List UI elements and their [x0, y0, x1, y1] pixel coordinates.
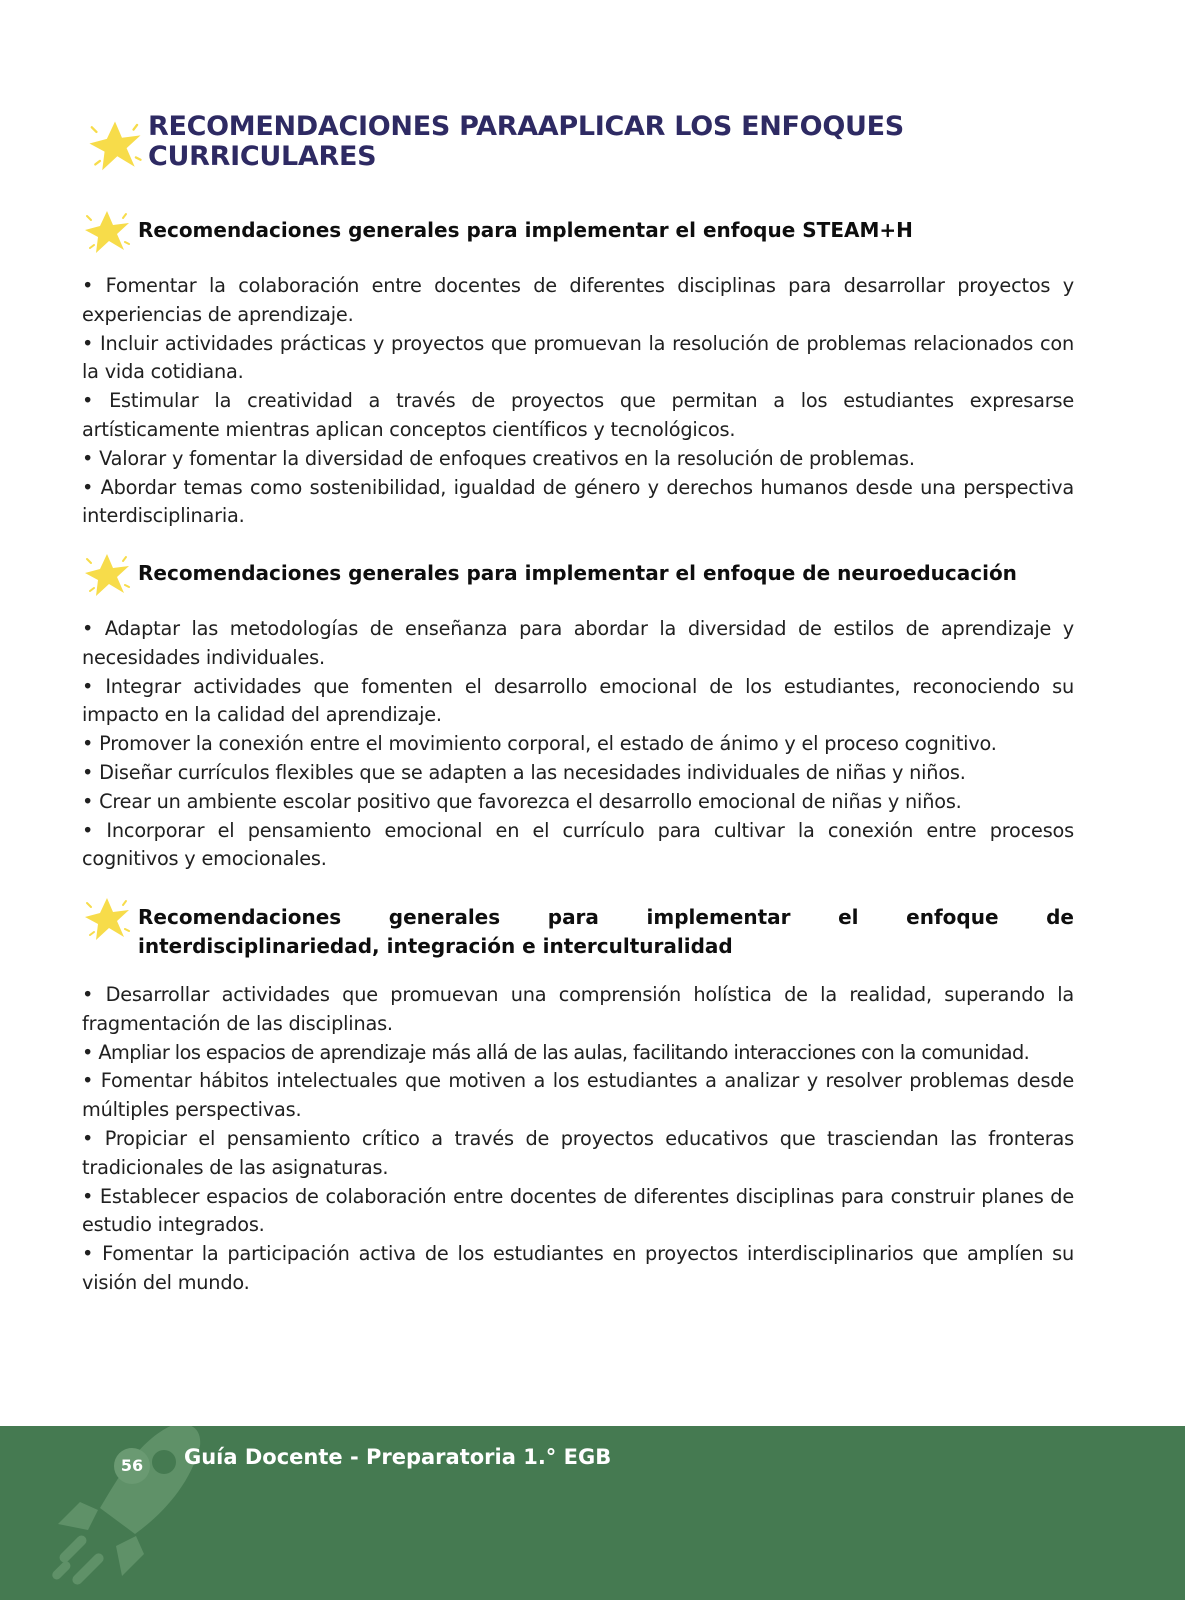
- bullet-item: • Integrar actividades que fomenten el desarrollo emocional de los estudiantes, reconociendo su impacto en la calidad del aprendizaje.: [82, 674, 1074, 727]
- bullet-list: [82, 981, 1074, 1298]
- bullet-item: • Propiciar el pensamiento crítico a través de proyectos educativos que trasciendan las fronteras tradicionales de las asignaturas.: [82, 1126, 1074, 1179]
- bullet-item: • Diseñar currículos flexibles que se adapten a las necesidades individuales de niñas y niños.: [82, 760, 966, 784]
- section-title: Recomendaciones generales para implementar el enfoque de neuroeducación: [138, 561, 1017, 585]
- section-interdisciplinariedad: [82, 899, 1074, 1298]
- footer-title: Guía Docente - Preparatoria 1.° EGB: [184, 1445, 612, 1469]
- bullet-item: • Incluir actividades prácticas y proyectos que promuevan la resolución de problemas relacionados con la vida cotidiana.: [82, 331, 1074, 384]
- star-icon: [86, 118, 144, 176]
- star-icon: [82, 895, 132, 945]
- bullet-item: • Ampliar los espacios de aprendizaje más allá de las aulas, facilitando interacciones con la comunidad.: [82, 1040, 1030, 1064]
- page-title: [148, 112, 1078, 172]
- bullet-list: [82, 615, 1074, 874]
- bullet-item: • Incorporar el pensamiento emocional en el currículo para cultivar la conexión entre procesos cognitivos y emocionales.: [82, 818, 1074, 871]
- section-header: [82, 555, 1074, 595]
- page-number: 56: [114, 1448, 150, 1484]
- bullet-item: • Fomentar la colaboración entre docentes de diferentes disciplinas para desarrollar proyectos y experiencias de aprendizaje.: [82, 274, 1074, 326]
- section-neuroeducacion: [82, 555, 1074, 874]
- bullet-item: • Adaptar las metodologías de enseñanza para abordar la diversidad de estilos de aprendizaje y necesidades individuales.: [82, 617, 1074, 669]
- bullet-item: • Promover la conexión entre el movimiento corporal, el estado de ánimo y el proceso cognitivo.: [82, 732, 997, 756]
- section-header: [82, 899, 1074, 961]
- bullet-item: • Desarrollar actividades que promuevan una comprensión holística de la realidad, superando la fragmentación de las disciplinas.: [82, 983, 1074, 1035]
- bullet-item: • Crear un ambiente escolar positivo que favorezca el desarrollo emocional de niñas y niños.: [82, 789, 962, 813]
- bullet-item: • Estimular la creatividad a través de proyectos que permitan a los estudiantes expresarse artísticamente mientras aplican conceptos científicos y tecnológicos.: [82, 389, 1074, 441]
- page-title-line: CURRICULARES: [148, 141, 377, 172]
- section-title: Recomendaciones generales para implementar el enfoque de interdisciplinariedad, integración e interculturalidad: [138, 905, 1074, 958]
- bullet-item: • Establecer espacios de colaboración entre docentes de diferentes disciplinas para construir planes de estudio integrados.: [82, 1184, 1074, 1237]
- section-steam: [82, 212, 1074, 531]
- star-icon: [82, 551, 132, 601]
- bullet-item: • Valorar y fomentar la diversidad de enfoques creativos en la resolución de problemas.: [82, 446, 915, 470]
- section-title: Recomendaciones generales para implementar el enfoque STEAM+H: [138, 218, 913, 242]
- page-title-line: RECOMENDACIONES PARAAPLICAR LOS ENFOQUES: [148, 111, 904, 142]
- bullet-item: • Abordar temas como sostenibilidad, igualdad de género y derechos humanos desde una perspectiva interdisciplinaria.: [82, 475, 1074, 528]
- star-icon: [82, 208, 132, 258]
- bullet-item: • Fomentar hábitos intelectuales que motiven a los estudiantes a analizar y resolver problemas desde múltiples perspectivas.: [82, 1069, 1074, 1122]
- bullet-list: [82, 272, 1074, 531]
- section-header: [82, 212, 1074, 252]
- bullet-item: • Fomentar la participación activa de los estudiantes en proyectos interdisciplinarios que amplíen su visión del mundo.: [82, 1242, 1074, 1294]
